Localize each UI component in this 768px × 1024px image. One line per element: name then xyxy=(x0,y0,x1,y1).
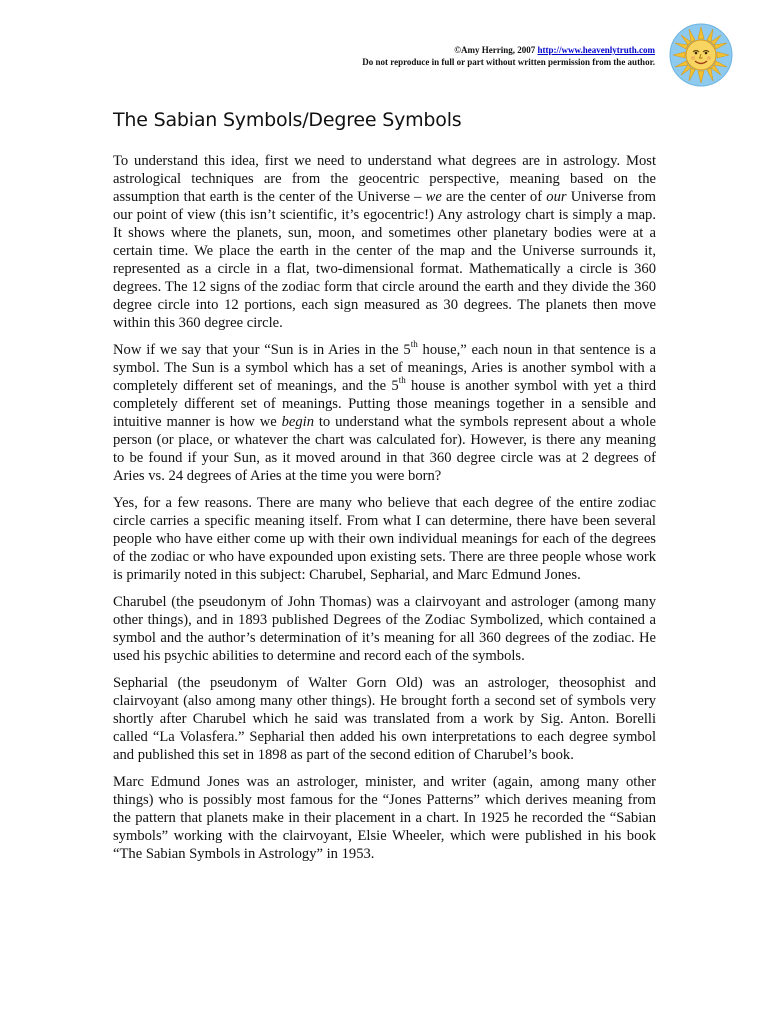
paragraph-1: To understand this idea, first we need to understand what degrees are in astrology. Most astrological techniques are from the geocentric perspective, meaning based on the assumption that earth is the center of the Universe – we are the center of our Universe from our point of view (this isn’t scientific, it’s egocentric!) Any astrology chart is simply a map. It shows where the planets, sun, moon, and sometimes other planetary bodies were at a certain time. We place the earth in the center of the map and the Universe surrounds it, represented as a circle in a flat, two-dimensional format. Mathematically a circle is 360 degrees. The 12 signs of the zodiac form that circle around the earth and they divide the 360 degree circle into 12 portions, each sign measured as 30 degrees. The planets then move within this 360 degree circle. xyxy=(113,153,656,331)
paragraph-3: Yes, for a few reasons. There are many who believe that each degree of the entire zodiac circle carries a specific meaning itself. From what I can determine, there have been several people who have either come up with their own individual meanings for each of the degrees of the zodiac or who have expounded upon existing sets. There are three people whose work is primarily noted in this subject: Charubel, Sepharial, and Marc Edmund Jones. xyxy=(113,495,656,583)
sun-face-icon xyxy=(669,23,733,87)
page-title: The Sabian Symbols/Degree Symbols xyxy=(113,109,462,131)
copyright-line xyxy=(235,44,655,56)
website-link[interactable]: http://www.heavenlytruth.com xyxy=(537,45,655,55)
reproduction-notice: Do not reproduce in full or part without written permission from the author. xyxy=(362,57,655,67)
article-body xyxy=(113,152,656,872)
paragraph-2: Now if we say that your “Sun is in Aries in the 5th house,” each noun in that sentence is a symbol. The Sun is a symbol which has a set of meanings, Aries is another symbol with a completely different set of meanings, and the 5th house is another symbol with yet a third completely different set of meanings. Putting those meanings together in a sensible and intuitive manner is how we begin to understand what the symbols represent about a whole person (or place, or whatever the chart was calculated for). However, is there any meaning to be found if your Sun, as it moved around in that 360 degree circle was at 2 degrees of Aries vs. 24 degrees of Aries at the time you were born? xyxy=(113,339,657,484)
paragraph-4: Charubel (the pseudonym of John Thomas) was a clairvoyant and astrologer (among many other things), and in 1893 published Degrees of the Zodiac Symbolized, which contained a symbol and the author’s determination of it’s meaning for all 360 degrees of the zodiac. He used his psychic abilities to determine and record each of the symbols. xyxy=(113,594,656,664)
paragraph-6: Marc Edmund Jones was an astrologer, minister, and writer (again, among many other things) who is possibly most famous for the “Jones Patterns” which derives meaning from the pattern that planets make in their placement in a chart. In 1925 he recorded the “Sabian symbols” working with the clairvoyant, Elsie Wheeler, which were published in his book “The Sabian Symbols in Astrology” in 1953. xyxy=(113,774,656,862)
page-header xyxy=(235,44,655,68)
copyright-text: ©Amy Herring, 2007 xyxy=(454,45,536,55)
paragraph-5: Sepharial (the pseudonym of Walter Gorn Old) was an astrologer, theosophist and clairvoyant (also among many other things). He brought forth a second set of symbols very shortly after Charubel which he said was translated from a work by Sig. Anton. Borelli called “La Volasfera.” Sepharial then added his own interpretations to each degree symbol and published this set in 1898 as part of the second edition of Charubel’s book. xyxy=(113,675,656,763)
